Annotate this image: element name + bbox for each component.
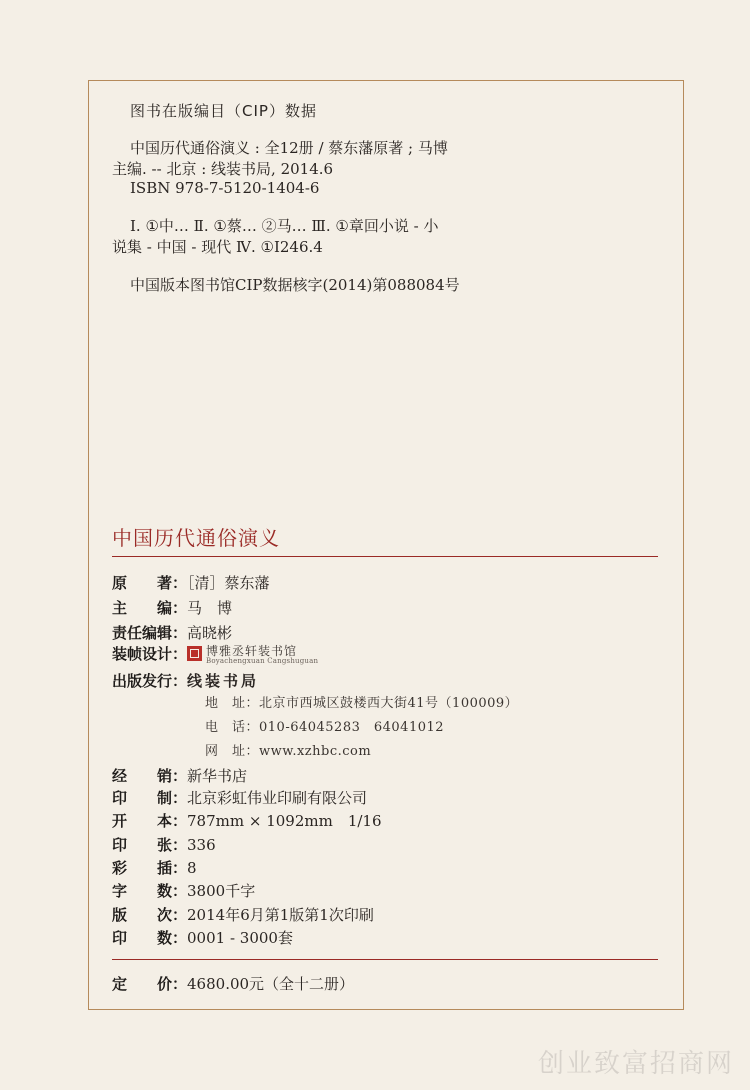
price-value: 4680.00元（全十二册） [187,975,355,993]
publisher-phone: 电 话：010-64045283 64041012 [205,720,445,735]
edition-label: 版 次： [112,906,188,924]
author-value: ［清］蔡东藩 [187,574,270,592]
words-row [112,880,255,901]
cip-line: 说集 - 中国 - 现代 Ⅳ. ①I246.4 [112,238,323,256]
design-brand-en: Boyachengxuan Cangshuguan [206,656,319,665]
editor-value: 马 博 [187,599,233,617]
publisher-row [112,670,259,691]
edition-value: 2014年6月第1版第1次印刷 [187,906,374,924]
cip-heading: 图书在版编目（CIP）数据 [130,102,317,120]
format-label: 开 本： [112,812,188,830]
edition-row [112,904,374,925]
distributor-value: 新华书店 [187,767,248,785]
cip-line: 中国版本图书馆CIP数据核字(2014)第088084号 [130,276,460,294]
plates-label: 彩 插： [112,859,188,877]
words-label: 字 数： [112,882,188,900]
distributor-row [112,765,247,786]
price-divider [112,959,658,960]
publisher-website: 网 址：www.xzhbc.com [205,744,372,759]
format-row [112,810,382,831]
publisher-label: 出版发行： [112,672,188,690]
cip-line: 主编. -- 北京 : 线装书局, 2014.6 [112,160,334,178]
cip-line: Ⅰ. ①中… Ⅱ. ①蔡… ②马… Ⅲ. ①章回小说 - 小 [130,217,439,235]
distributor-label: 经 销： [112,767,188,785]
title-divider [112,556,658,557]
resp-editor-label: 责任编辑： [112,624,188,642]
format-value: 787mm × 1092mm 1/16 [187,812,382,830]
resp-editor-value: 高晓彬 [187,624,233,642]
resp-editor-row [112,622,232,643]
price-label: 定 价： [112,975,188,993]
words-value: 3800千字 [187,882,256,900]
watermark-text: 创业致富招商网 [537,1049,734,1079]
print-run-row [112,927,293,948]
editor-row [112,597,232,618]
design-brand-cn: 博雅丞轩装书馆 [206,644,298,659]
sheets-row [112,834,216,855]
plates-value: 8 [187,859,197,877]
plates-row [112,857,197,878]
book-title: 中国历代通俗演义 [112,526,280,550]
design-label: 装帧设计： [112,645,188,663]
publisher-value: 线装书局 [187,672,260,690]
cip-line: ISBN 978-7-5120-1404-6 [130,179,320,197]
printer-label: 印 制： [112,789,188,807]
design-row [112,643,318,665]
printer-row [112,787,367,808]
print-run-label: 印 数： [112,929,188,947]
author-label: 原 著： [112,574,188,592]
editor-label: 主 编： [112,599,188,617]
publisher-address: 地 址：北京市西城区鼓楼西大街41号（100009） [205,696,519,711]
price-row [112,973,354,994]
printer-value: 北京彩虹伟业印刷有限公司 [187,789,368,807]
design-brand [206,645,318,665]
author-row [112,572,270,593]
cip-line: 中国历代通俗演义 : 全12册 / 蔡东藩原著 ; 马博 [130,139,448,157]
print-run-value: 0001 - 3000套 [187,929,293,947]
sheets-label: 印 张： [112,836,188,854]
sheets-value: 336 [187,836,216,854]
seal-icon [187,646,202,661]
